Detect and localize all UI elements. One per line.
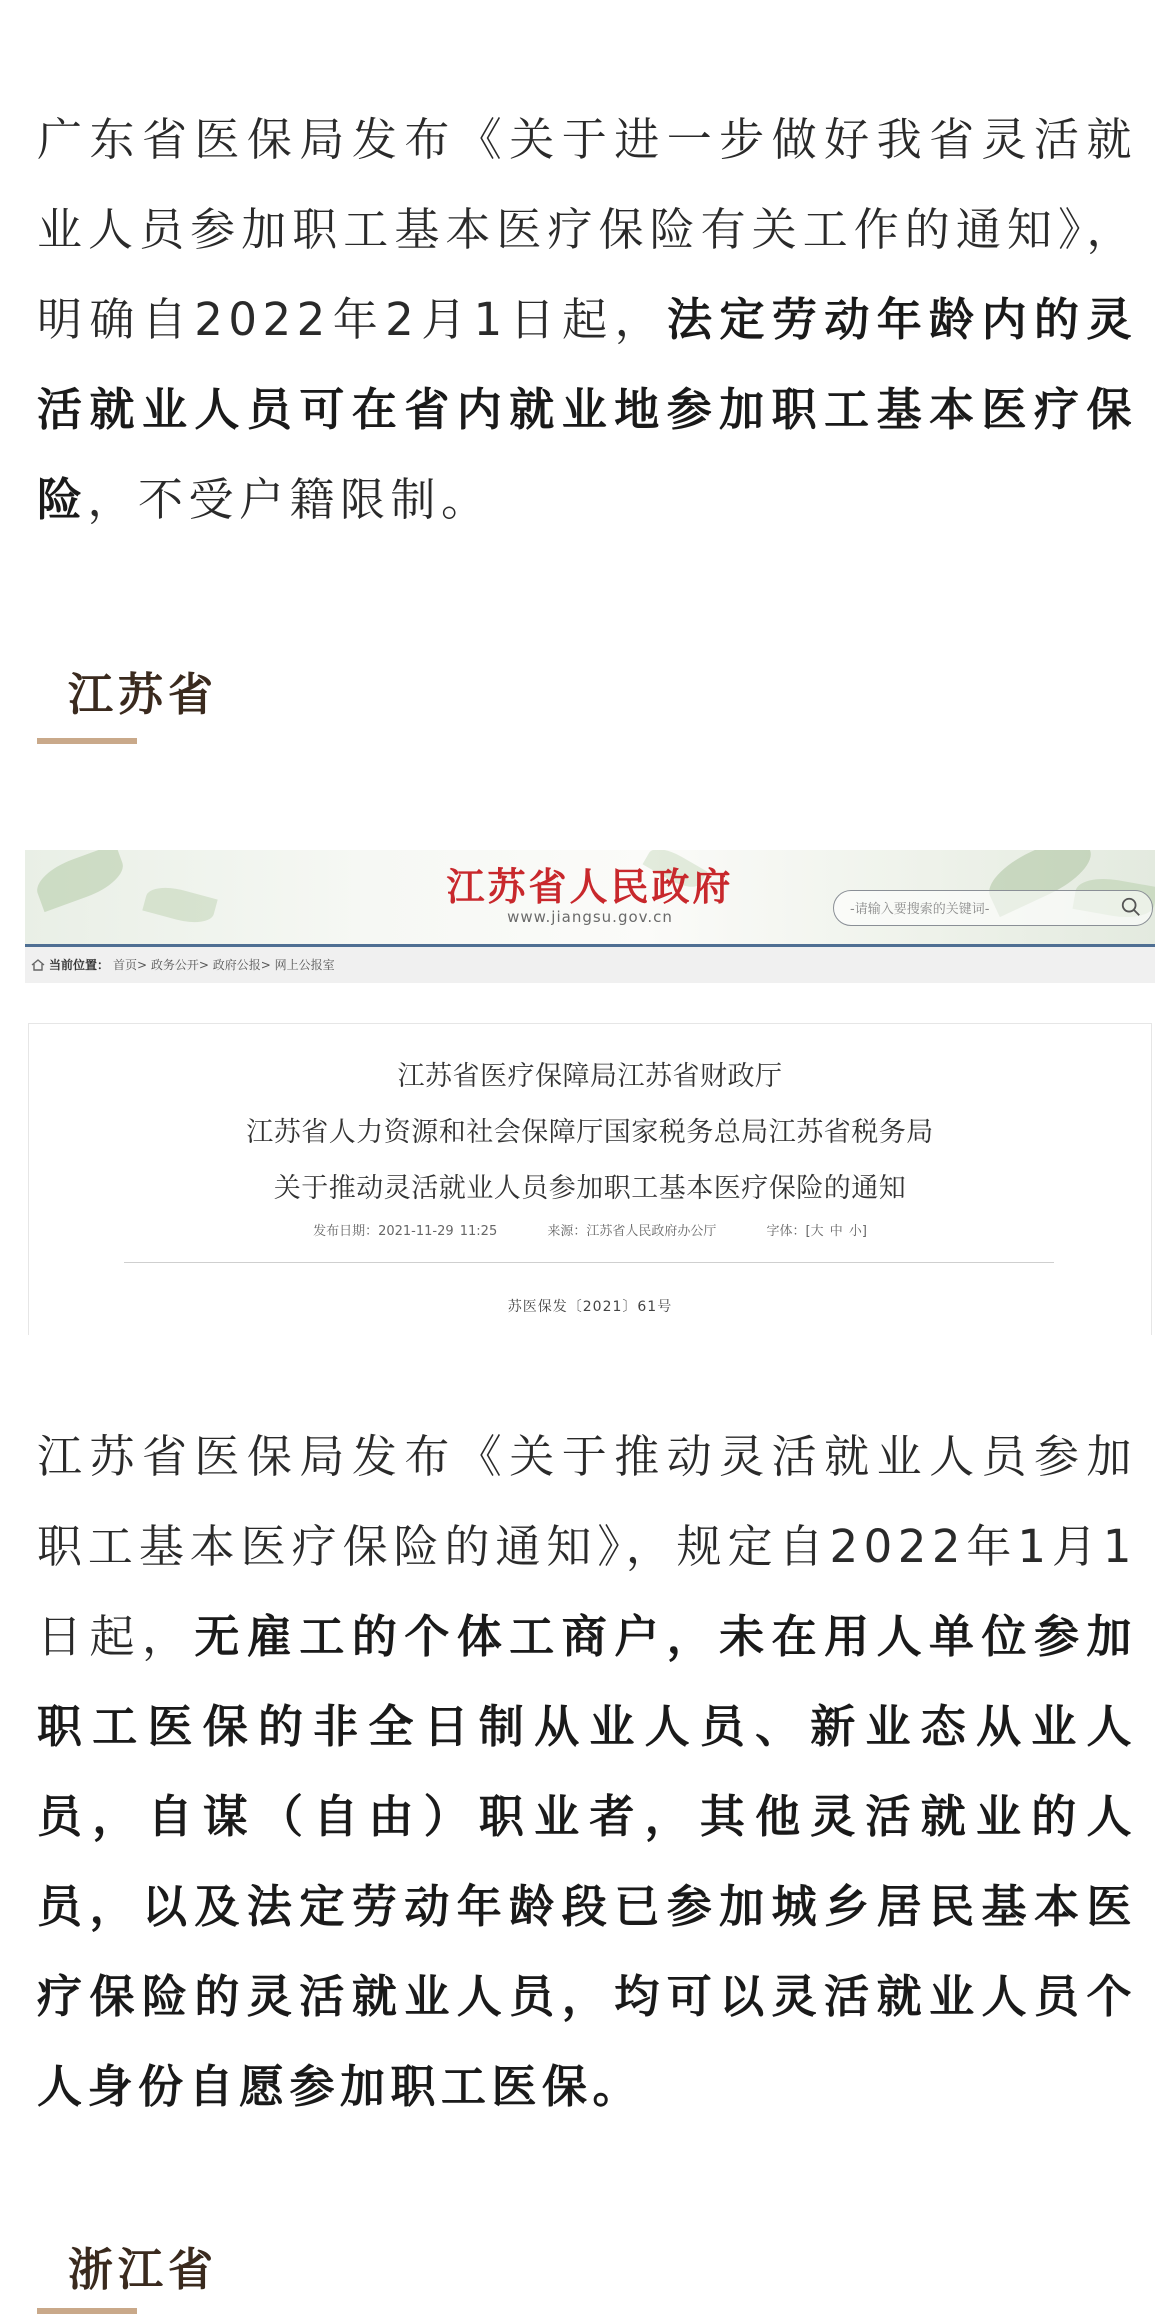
site-url: www.jiangsu.gov.cn	[507, 908, 673, 926]
notice-document	[28, 1023, 1152, 1335]
breadcrumb-path[interactable]: 首页> 政务公开> 政府公报> 网上公报室	[113, 958, 335, 972]
bold-text-segment: 法定劳动年龄内的灵活就业人员可在省内就业地参加职工基本医疗保险	[37, 293, 1137, 526]
bold-text-segment: 无雇工的个体工商户，未在用人单位参加职工医保的非全日制从业人员、新业态从业人员，自谋（自由）职业者，其他灵活就业的人员，以及法定劳动年龄段已参加城乡居民基本医疗保险的灵活就业人员，均可以灵活就业人员个人身份自愿参加职工医保。	[37, 1610, 1137, 2113]
section-heading-jiangsu: 江苏省	[68, 668, 219, 721]
text-segment: ，不受户籍限制。	[87, 473, 492, 526]
doc-source: 来源：江苏省人民政府办公厅	[547, 1224, 717, 1239]
doc-title-line: 江苏省医疗保障局江苏省财政厅	[397, 1061, 783, 1092]
site-search-box[interactable]	[833, 890, 1153, 926]
doc-title-line: 关于推动灵活就业人员参加职工基本医疗保险的通知	[273, 1173, 907, 1204]
guangdong-paragraph	[37, 95, 1137, 545]
home-icon	[31, 958, 45, 972]
search-icon[interactable]	[1120, 896, 1142, 918]
text-segment: 江苏省医保局发布《关于推动灵活就业人员参加职工基本医疗保险的通知》，规定自2022年1月1日起，	[37, 1430, 1137, 1663]
search-placeholder: -请输入要搜索的关键词-	[850, 902, 990, 917]
heading-underline	[37, 2308, 137, 2314]
doc-title-line: 江苏省人力资源和社会保障厅国家税务总局江苏省税务局	[246, 1117, 934, 1148]
font-size-control[interactable]: 字体：[大 中 小]	[766, 1224, 867, 1239]
jiangsu-paragraph	[37, 1412, 1137, 2132]
text-segment: 广东省医保局发布《关于进一步做好我省灵活就业人员参加职工基本医疗保险有关工作的通知》，明确自2022年2月1日起，	[37, 113, 1137, 346]
divider	[124, 1262, 1054, 1263]
jiangsu-notice-screenshot	[25, 850, 1155, 1335]
breadcrumb-label: 当前位置：	[49, 958, 110, 972]
breadcrumb	[25, 947, 1155, 983]
publish-date: 发布日期：2021-11-29 11:25	[313, 1224, 498, 1239]
doc-meta	[29, 1220, 1151, 1239]
doc-number: 苏医保发〔2021〕61号	[507, 1299, 673, 1315]
heading-underline	[37, 738, 137, 744]
site-banner	[25, 850, 1155, 947]
section-heading-zhejiang: 浙江省	[68, 2243, 219, 2296]
site-title: 江苏省人民政府	[446, 864, 734, 909]
